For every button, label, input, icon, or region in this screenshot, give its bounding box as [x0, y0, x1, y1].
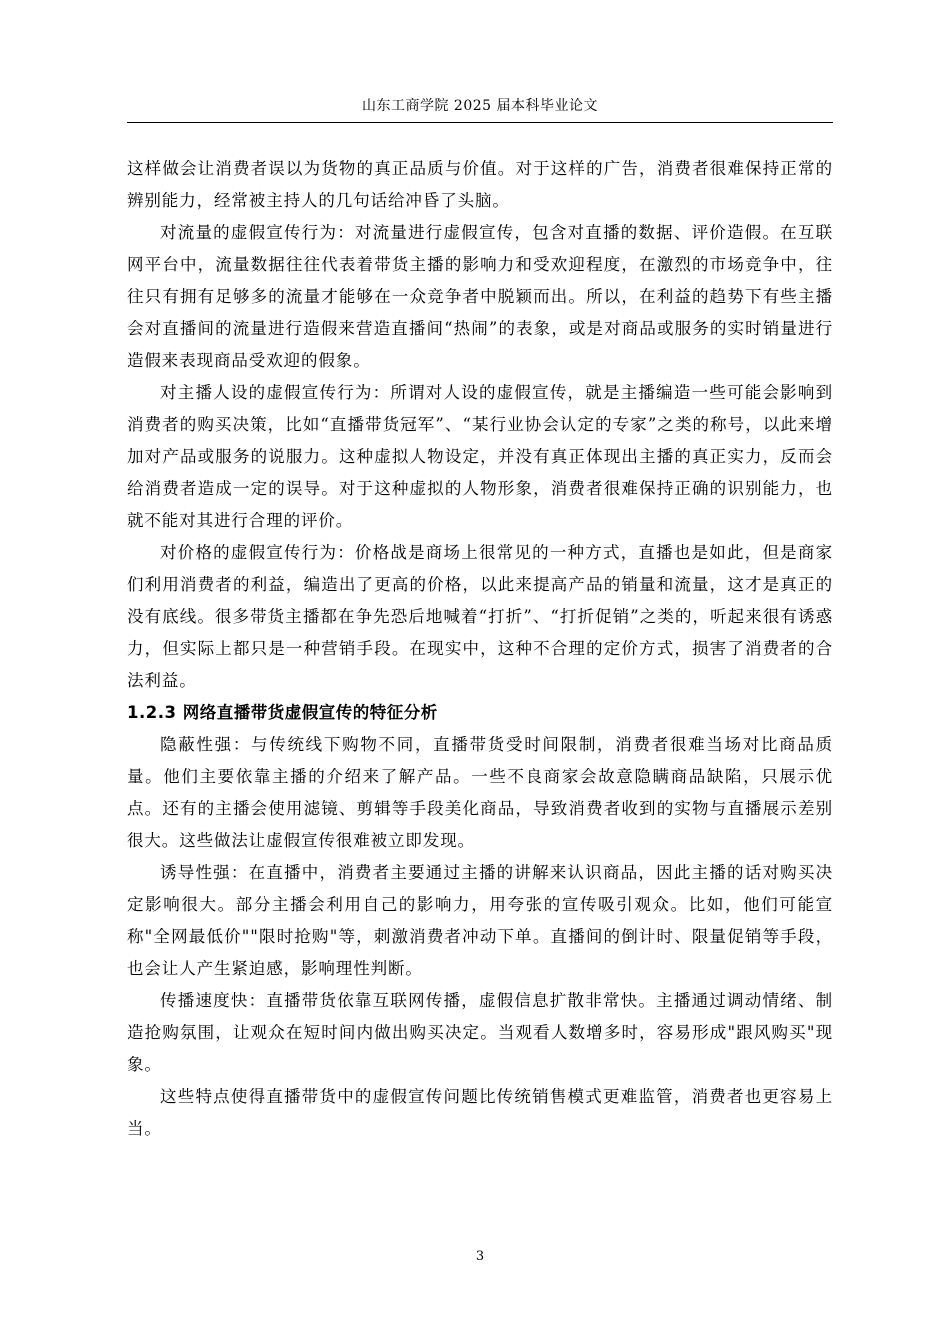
paragraph-price-false-promotion: 对价格的虚假宣传行为：价格战是商场上很常见的一种方式，直播也是如此，但是商家们利用消费者的利益，编造出了更高的价格，以此来提高产品的销量和流量，这才是真正的没有底线。很多带货主播都在争先恐后地喊着“打折”、“打折促销”之类的，听起来很有诱惑力，但实际上都只是一种营销手段。在现实中，这种不合理的定价方式，损害了消费者的合法利益。: [127, 543, 833, 690]
paragraph-persona-false-promotion: 对主播人设的虚假宣传行为：所谓对人设的虚假宣传，就是主播编造一些可能会影响到消费者的购买决策，比如“直播带货冠军”、“某行业协会认定的专家”之类的称号，以此来增加对产品或服务的说服力。这种虚拟人物设定，并没有真正体现出主播的真正实力，反而会给消费者造成一定的误导。对于这种虚拟的人物形象，消费者很难保持正确的识别能力，也就不能对其进行合理的评价。: [127, 383, 833, 530]
paragraph-traffic-false-promotion: 对流量的虚假宣传行为：对流量进行虚假宣传，包含对直播的数据、评价造假。在互联网平台中，流量数据往往代表着带货主播的影响力和受欢迎程度，在激烈的市场竞争中，往往只有拥有足够多的流量才能够在一众竞争者中脱颖而出。所以，在利益的趋势下有些主播会对直播间的流量进行造假来营造直播间“热闹”的表象，或是对商品或服务的实时销量进行造假来表现商品受欢迎的假象。: [127, 223, 833, 370]
page-number: 3: [475, 1249, 485, 1264]
body-text: [127, 153, 833, 1145]
paragraph-spread-speed: 传播速度快：直播带货依靠互联网传播，虚假信息扩散非常快。主播通过调动情绪、制造抢购氛围，让观众在短时间内做出购买决定。当观看人数增多时，容易形成"跟风购买"现象。: [127, 991, 833, 1074]
paragraph-concealment: 隐蔽性强：与传统线下购物不同，直播带货受时间限制，消费者很难当场对比商品质量。他们主要依靠主播的介绍来了解产品。一些不良商家会故意隐瞒商品缺陷，只展示优点。还有的主播会使用滤镜、剪辑等手段美化商品，导致消费者收到的实物与直播展示差别很大。这些做法让虚假宣传很难被立即发现。: [127, 735, 833, 850]
page-header-title: 山东工商学院 2025 届本科毕业论文: [361, 98, 599, 114]
section-heading: 1.2.3 网络直播带货虚假宣传的特征分析: [127, 703, 438, 722]
paragraph-conclusion: 这些特点使得直播带货中的虚假宣传问题比传统销售模式更难监管，消费者也更容易上当。: [127, 1087, 833, 1138]
paragraph-inducement: 诱导性强：在直播中，消费者主要通过主播的讲解来认识商品，因此主播的话对购买决定影响很大。部分主播会利用自己的影响力，用夸张的宣传吸引观众。比如，他们可能宣称"全网最低价""限时抢购"等，刺激消费者冲动下单。直播间的倒计时、限量促销等手段，也会让人产生紧迫感，影响理性判断。: [127, 863, 833, 978]
header-divider: [127, 122, 833, 123]
paragraph-continued: 这样做会让消费者误以为货物的真正品质与价值。对于这样的广告，消费者很难保持正常的辨别能力，经常被主持人的几句话给冲昏了头脑。: [127, 159, 833, 210]
